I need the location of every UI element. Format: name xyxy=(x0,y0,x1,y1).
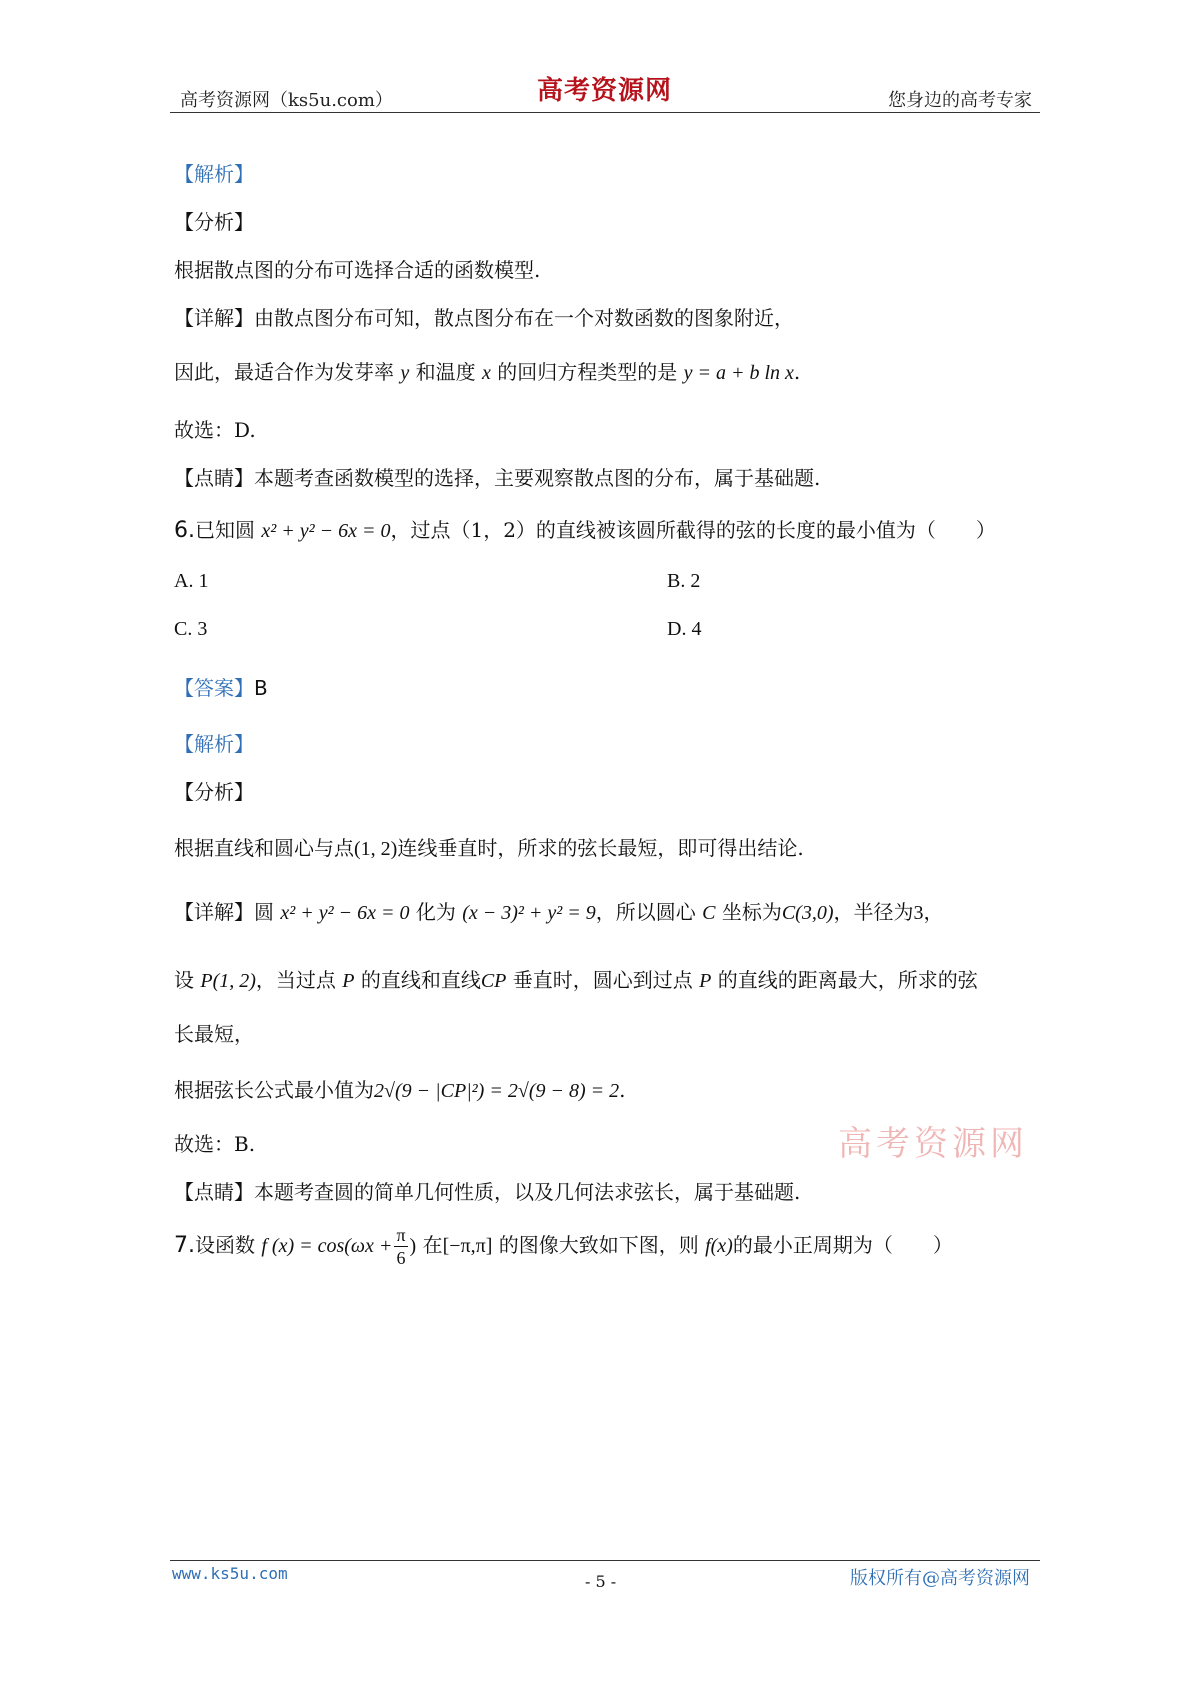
q5-line2-end: . xyxy=(793,360,801,384)
q7-number: 7. xyxy=(174,1233,195,1258)
fraction-numerator: π xyxy=(396,1225,406,1245)
point-1-2: (1, 2) xyxy=(354,838,398,860)
q5-dianjing-label: 【点睛】 xyxy=(174,466,254,490)
var-P-2: P xyxy=(699,970,712,992)
q6-dianjing-label: 【点睛】 xyxy=(174,1180,254,1204)
q6-xiangjie-label: 【详解】 xyxy=(174,900,254,924)
interval: [−π,π] xyxy=(442,1235,493,1257)
q6-stem xyxy=(174,514,996,543)
header-left: 高考资源网（ks5u.com） xyxy=(180,90,393,111)
q6-l4-end: . xyxy=(619,1078,626,1102)
page-number: - 5 - xyxy=(585,1572,617,1591)
var-x: x xyxy=(481,362,491,384)
footer-copyright: 版权所有@高考资源网 xyxy=(850,1568,1030,1589)
watermark: 高考资源网 xyxy=(838,1124,1028,1164)
q5-xiangjie xyxy=(174,302,794,331)
q5-dianjing-text: 本题考查函数模型的选择，主要观察散点图的分布，属于基础题. xyxy=(254,466,821,490)
q6-answer xyxy=(174,672,268,701)
q6-xiangjie-line1 xyxy=(174,896,944,925)
var-y: y xyxy=(400,362,410,384)
pi-over-six xyxy=(394,1226,407,1267)
q6-xj-f: ， xyxy=(923,900,944,924)
q6-xj-b: 化为 xyxy=(415,900,456,924)
q5-answer-choice: 故选：D. xyxy=(174,418,256,442)
q6-xiangjie-line3: 长最短， xyxy=(174,1022,254,1046)
q6-l2-e: 的直线的距离最大，所求的弦 xyxy=(717,968,978,992)
circle-equation-general: x² + y² − 6x = 0 xyxy=(280,902,410,924)
q5-xiangjie-text: 由散点图分布可知，散点图分布在一个对数函数的图象附近， xyxy=(254,306,794,330)
q6-jiexi-heading: 【解析】 xyxy=(174,732,254,756)
q5-fenxi-text: 根据散点图的分布可选择合适的函数模型. xyxy=(174,258,541,282)
header-rule xyxy=(170,112,1040,113)
q6-answer-value: B xyxy=(254,676,268,700)
header-right: 您身边的高考专家 xyxy=(888,90,1032,111)
q5-jiexi-heading: 【解析】 xyxy=(174,162,254,186)
chord-length-formula: 2√(9 − |CP|²) = 2√(9 − 8) = 2 xyxy=(374,1080,620,1102)
q6-fenxi-heading: 【分析】 xyxy=(174,780,254,804)
regression-formula: y = a + b ln x xyxy=(683,362,794,384)
q7-stem xyxy=(174,1226,953,1267)
q6-stem-b: ，过点（1，2）的直线被该圆所截得的弦的长度的最小值为（ ） xyxy=(390,518,996,542)
q5-fenxi-heading: 【分析】 xyxy=(174,210,254,234)
q6-xj-d: 坐标为 xyxy=(721,900,782,924)
function-name: f(x) xyxy=(705,1235,733,1257)
q6-answer-label: 【答案】 xyxy=(174,676,254,700)
site-logo: 高考资源网 xyxy=(537,76,673,106)
q6-xj-c: ，所以圆心 xyxy=(595,900,696,924)
radius-value: 3 xyxy=(913,902,924,924)
q7-c: 的图像大致如下图，则 xyxy=(498,1233,699,1257)
q6-option-b: B. 2 xyxy=(667,570,701,592)
q5-dianjing xyxy=(174,462,820,491)
q6-answer-choice: 故选：B. xyxy=(174,1132,256,1156)
q6-option-d: D. 4 xyxy=(667,618,702,640)
q6-xj-e: ，半径为 xyxy=(833,900,914,924)
q6-fenxi-text xyxy=(174,832,804,861)
footer-url[interactable]: www.ks5u.com xyxy=(172,1564,288,1583)
q5-conclusion-line xyxy=(174,356,800,385)
var-P: P xyxy=(342,970,355,992)
q7-b: 在 xyxy=(422,1233,443,1257)
q6-fenxi-b: 连线垂直时，所求的弦长最短，即可得出结论. xyxy=(397,836,804,860)
center-coordinates: C(3,0) xyxy=(781,902,834,924)
q6-l2-c: 的直线和直线 xyxy=(360,968,481,992)
q6-l2-b: ，当过点 xyxy=(255,968,336,992)
q7-close-paren: ) xyxy=(409,1235,417,1257)
point-P: P(1, 2) xyxy=(200,970,256,992)
line-CP: CP xyxy=(480,970,507,992)
q6-number: 6. xyxy=(174,518,195,543)
q6-xiangjie-line2 xyxy=(174,964,978,993)
q5-line2-c: 的回归方程类型的是 xyxy=(497,360,678,384)
q6-xj-a: 圆 xyxy=(254,900,274,924)
q6-stem-a: 已知圆 xyxy=(195,518,255,542)
q5-line2-b: 和温度 xyxy=(415,360,476,384)
q6-option-a: A. 1 xyxy=(174,570,209,592)
circle-equation: x² + y² − 6x = 0 xyxy=(261,520,391,542)
q6-l2-d: 垂直时，圆心到过点 xyxy=(512,968,693,992)
q6-fenxi-a: 根据直线和圆心与点 xyxy=(174,836,354,860)
q6-option-c: C. 3 xyxy=(174,618,208,640)
q6-dianjing-text: 本题考查圆的简单几何性质，以及几何法求弦长，属于基础题. xyxy=(254,1180,801,1204)
q6-dianjing xyxy=(174,1176,800,1205)
q6-l2-a: 设 xyxy=(174,968,194,992)
q7-d: 的最小正周期为（ ） xyxy=(732,1233,953,1257)
q5-line2-a: 因此，最适合作为发芽率 xyxy=(174,360,394,384)
footer-rule xyxy=(170,1560,1040,1561)
q6-xiangjie-line4 xyxy=(174,1074,626,1103)
q7-a: 设函数 xyxy=(195,1233,255,1257)
var-C: C xyxy=(702,902,716,924)
circle-equation-standard: (x − 3)² + y² = 9 xyxy=(462,902,596,924)
q6-l4-a: 根据弦长公式最小值为 xyxy=(174,1078,374,1102)
function-definition: f (x) = cos(ωx + xyxy=(261,1235,393,1257)
fraction-denominator: 6 xyxy=(396,1248,406,1268)
q5-xiangjie-label: 【详解】 xyxy=(174,306,254,330)
